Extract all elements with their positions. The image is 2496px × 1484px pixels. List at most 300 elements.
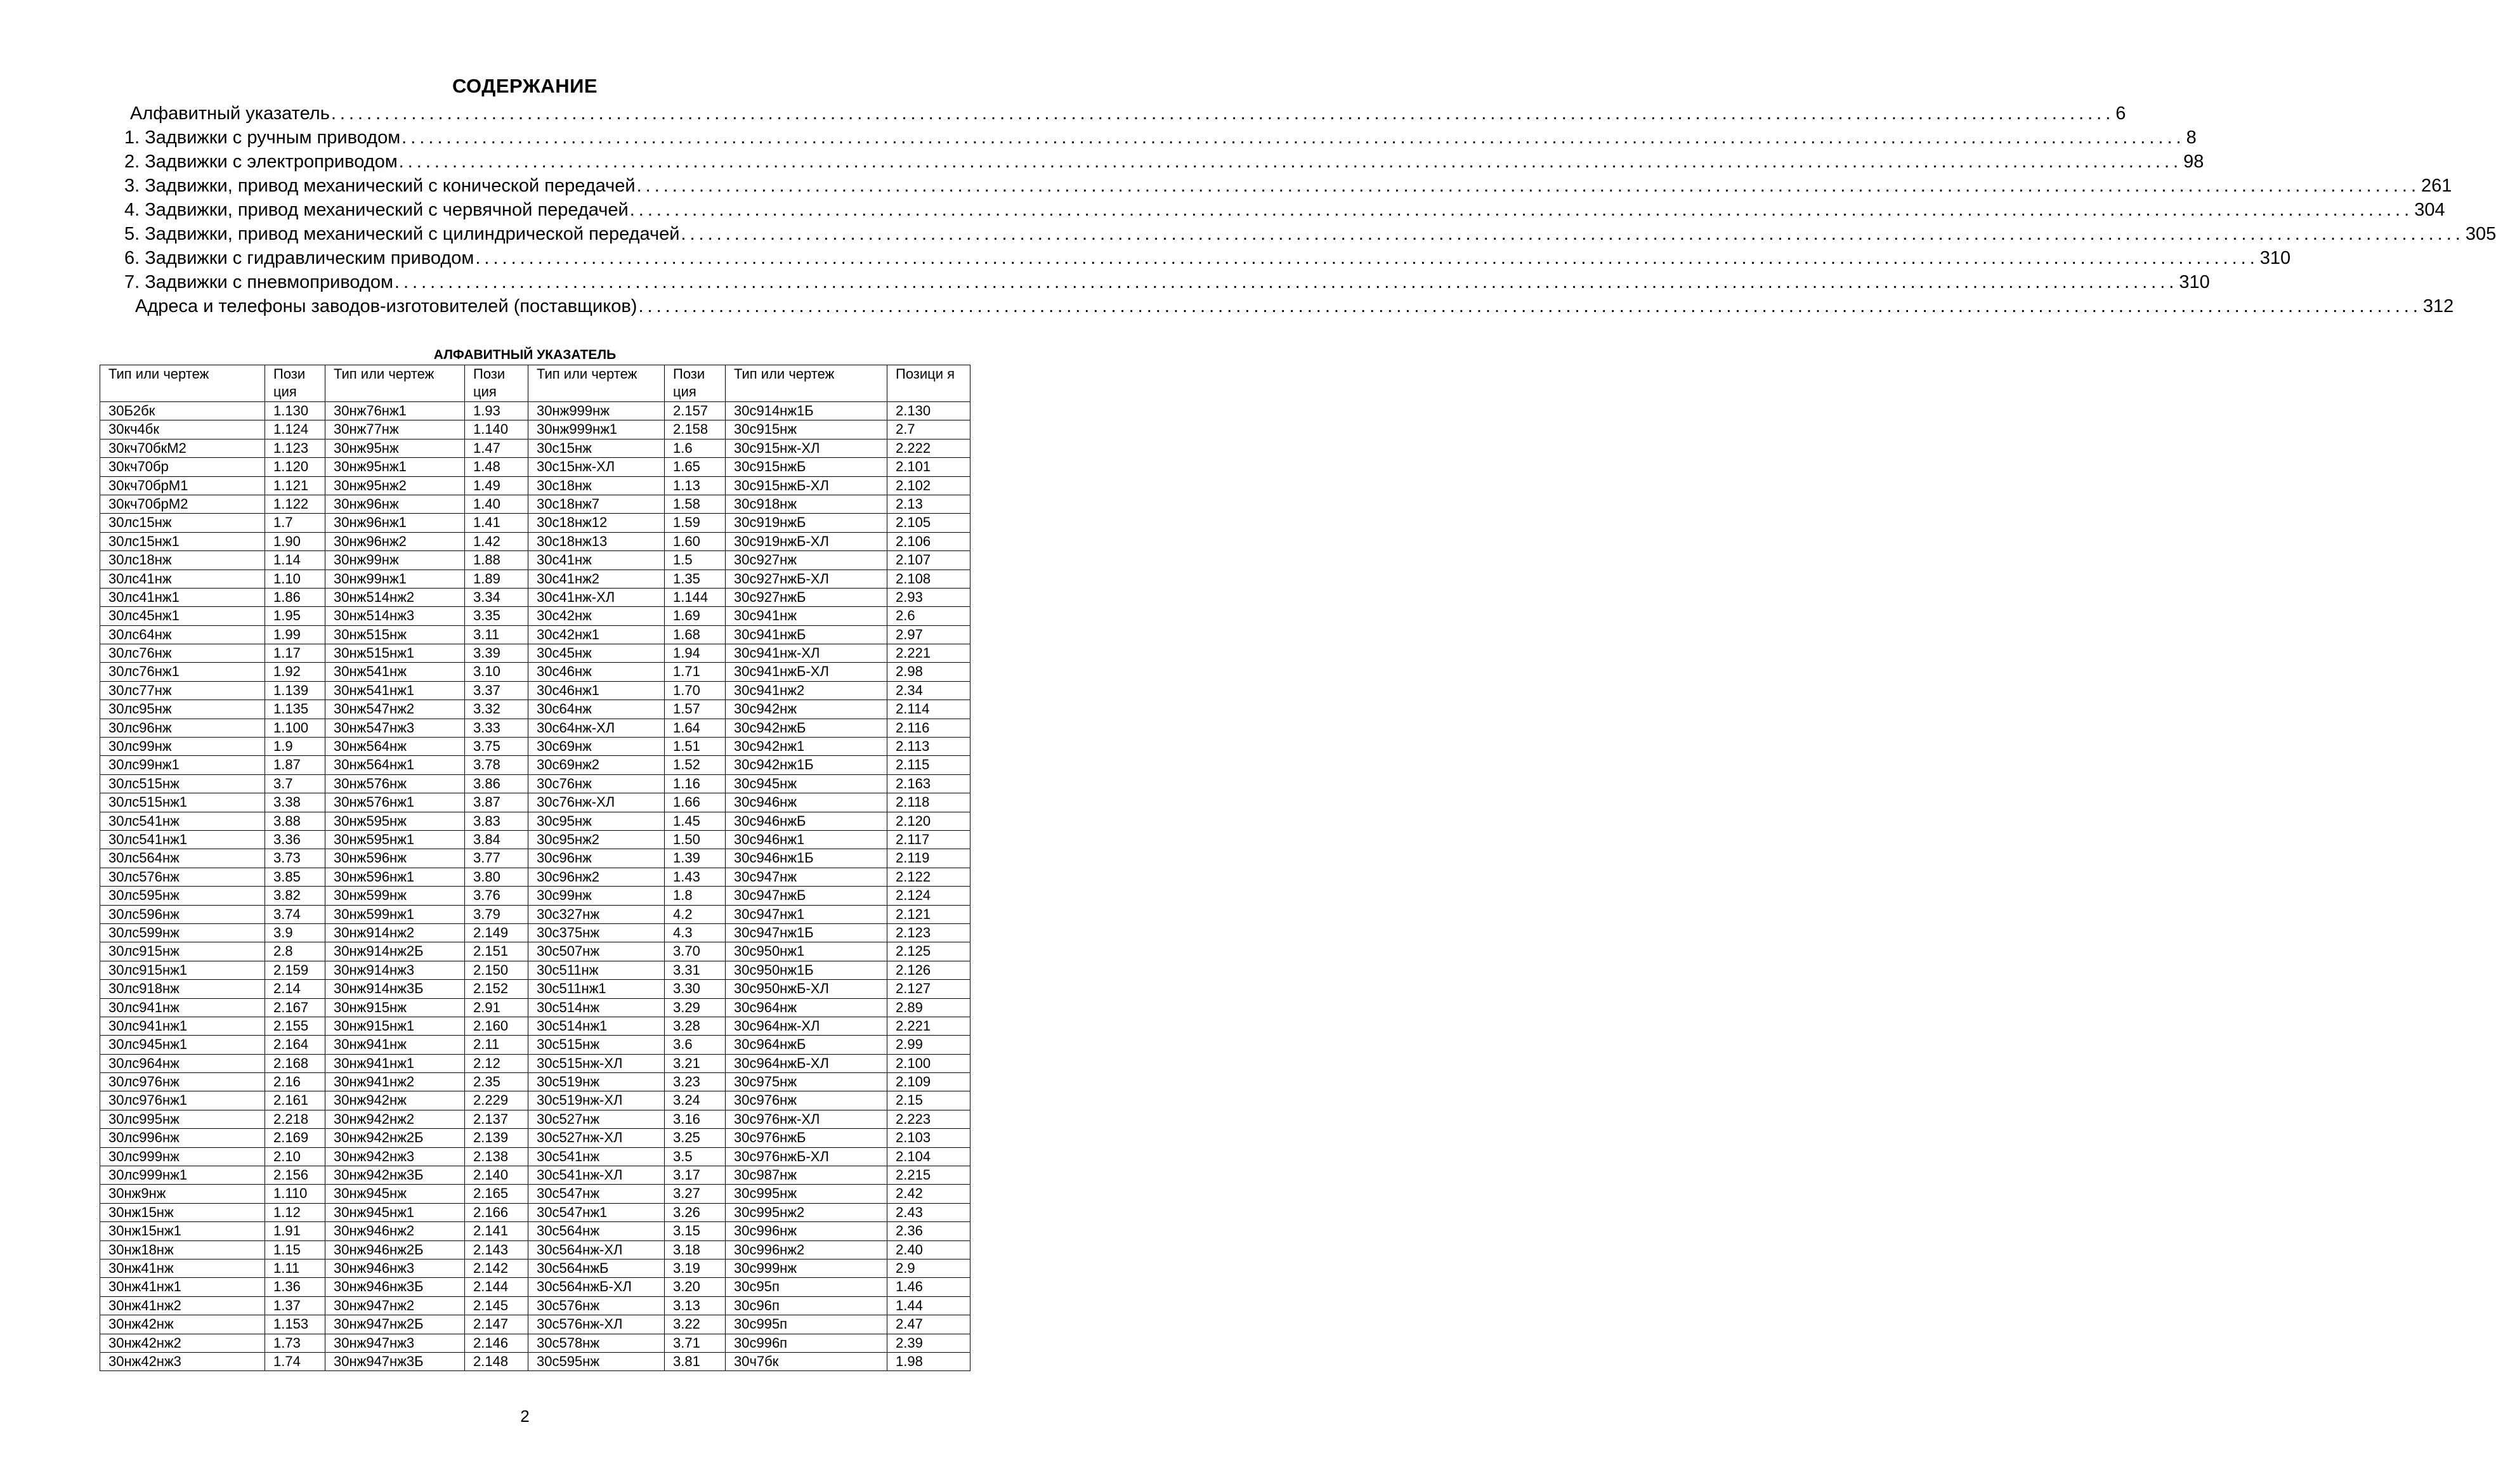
type-cell: 30нж42нж <box>100 1315 265 1334</box>
type-cell: 30с41нж <box>528 551 665 570</box>
type-cell: 30нж95нж <box>325 439 465 457</box>
type-cell: 30нж942нж3 <box>325 1147 465 1166</box>
type-cell: 30нж96нж1 <box>325 514 465 532</box>
type-cell: 30с564нж-ХЛ <box>528 1240 665 1259</box>
table-row <box>100 719 970 737</box>
type-cell: 30с927нжБ-ХЛ <box>726 570 887 588</box>
type-cell: 30нж15нж1 <box>100 1222 265 1240</box>
toc-entry-label: 6. Задвижки с гидравлическим приводом <box>124 248 474 268</box>
position-cell: 2.126 <box>887 961 970 979</box>
table-row <box>100 1166 970 1185</box>
type-cell: 30с42нж1 <box>528 625 665 644</box>
toc-entry-page: 310 <box>2179 272 2210 292</box>
type-cell: 30нж914нж3Б <box>325 980 465 998</box>
position-cell: 1.94 <box>665 644 726 663</box>
page-title: СОДЕРЖАНИЕ <box>452 75 598 97</box>
type-cell: 30нж41нж <box>100 1259 265 1277</box>
table-row <box>100 980 970 998</box>
type-cell: 30кч70брМ2 <box>100 495 265 513</box>
type-cell: 30лс976нж <box>100 1073 265 1091</box>
position-cell: 2.104 <box>887 1147 970 1166</box>
position-cell: 1.99 <box>265 625 325 644</box>
position-cell: 3.16 <box>665 1110 726 1128</box>
position-cell: 1.144 <box>665 588 726 606</box>
type-cell: 30лс15нж <box>100 514 265 532</box>
position-cell: 2.98 <box>887 663 970 681</box>
position-cell: 2.137 <box>465 1110 528 1128</box>
table-row <box>100 1091 970 1110</box>
position-cell: 2.149 <box>465 923 528 942</box>
position-cell: 1.50 <box>665 830 726 849</box>
position-cell: 1.135 <box>265 700 325 719</box>
type-cell: 30с541нж-ХЛ <box>528 1166 665 1185</box>
type-cell: 30с41нж2 <box>528 570 665 588</box>
position-cell: 1.58 <box>665 495 726 513</box>
type-cell: 30с541нж <box>528 1147 665 1166</box>
position-cell: 1.91 <box>265 1222 325 1240</box>
table-row <box>100 998 970 1017</box>
type-cell: 30лс995нж <box>100 1110 265 1128</box>
position-cell: 2.161 <box>265 1091 325 1110</box>
type-cell: 30лс541нж1 <box>100 830 265 849</box>
type-cell: 30с95п <box>726 1278 887 1296</box>
table-row <box>100 700 970 719</box>
position-cell: 2.8 <box>265 942 325 961</box>
position-cell: 2.11 <box>465 1036 528 1054</box>
type-cell: 30с996нж <box>726 1222 887 1240</box>
type-cell: 30с946нж1Б <box>726 849 887 868</box>
position-cell: 2.34 <box>887 681 970 700</box>
table-row <box>100 681 970 700</box>
type-cell: 30нж941нж2 <box>325 1073 465 1091</box>
type-cell: 30с46нж1 <box>528 681 665 700</box>
position-cell: 1.86 <box>265 588 325 606</box>
position-cell: 3.15 <box>665 1222 726 1240</box>
type-cell: 30нж576нж <box>325 774 465 793</box>
table-row <box>100 1296 970 1315</box>
column-header-type: Тип или чертеж <box>528 365 665 402</box>
position-cell: 2.121 <box>887 905 970 923</box>
type-cell: 30с514нж <box>528 998 665 1017</box>
table-row <box>100 1054 970 1072</box>
position-cell: 3.73 <box>265 849 325 868</box>
table-row <box>100 625 970 644</box>
type-cell: 30с64нж-ХЛ <box>528 719 665 737</box>
position-cell: 2.147 <box>465 1315 528 1334</box>
type-cell: 30лс76нж1 <box>100 663 265 681</box>
type-cell: 30нж945нж <box>325 1185 465 1203</box>
position-cell: 2.14 <box>265 980 325 998</box>
table-row <box>100 1017 970 1035</box>
type-cell: 30лс915нж <box>100 942 265 961</box>
position-cell: 3.80 <box>465 868 528 886</box>
position-cell: 1.120 <box>265 458 325 476</box>
position-cell: 2.223 <box>887 1110 970 1128</box>
toc-leader-dots: ........................................................................................................................................................................................................ <box>681 224 2464 244</box>
type-cell: 30с18нж7 <box>528 495 665 513</box>
type-cell: 30нж947нж3Б <box>325 1352 465 1370</box>
position-cell: 2.146 <box>465 1334 528 1352</box>
type-cell: 30лс999нж1 <box>100 1166 265 1185</box>
column-header-type: Тип или чертеж <box>325 365 465 402</box>
type-cell: 30нж942нж <box>325 1091 465 1110</box>
column-header-position: Пози ция <box>665 365 726 402</box>
table-row <box>100 476 970 495</box>
position-cell: 1.12 <box>265 1203 325 1221</box>
table-row <box>100 738 970 756</box>
table-row <box>100 1334 970 1352</box>
position-cell: 2.113 <box>887 738 970 756</box>
type-cell: 30нж947нж2 <box>325 1296 465 1315</box>
type-cell: 30с942нж1Б <box>726 756 887 774</box>
position-cell: 1.49 <box>465 476 528 495</box>
position-cell: 2.16 <box>265 1073 325 1091</box>
type-cell: 30нж564нж1 <box>325 756 465 774</box>
type-cell: 30с527нж-ХЛ <box>528 1129 665 1147</box>
type-cell: 30с15нж <box>528 439 665 457</box>
position-cell: 1.47 <box>465 439 528 457</box>
position-cell: 3.9 <box>265 923 325 942</box>
toc-leader-dots: ........................................................................................................................................................................................................ <box>330 103 2115 124</box>
position-cell: 2.10 <box>265 1147 325 1166</box>
table-row <box>100 1240 970 1259</box>
type-cell: 30с964нжБ <box>726 1036 887 1054</box>
type-cell: 30с327нж <box>528 905 665 923</box>
toc-leader-dots: ........................................................................................................................................................................................................ <box>394 272 2178 292</box>
type-cell: 30с99нж <box>528 887 665 905</box>
position-cell: 3.5 <box>665 1147 726 1166</box>
type-cell: 30с18нж <box>528 476 665 495</box>
position-cell: 2.142 <box>465 1259 528 1277</box>
position-cell: 2.124 <box>887 887 970 905</box>
position-cell: 1.71 <box>665 663 726 681</box>
type-cell: 30с927нж <box>726 551 887 570</box>
position-cell: 2.152 <box>465 980 528 998</box>
type-cell: 30нж946нж3 <box>325 1259 465 1277</box>
type-cell: 30с946нж <box>726 793 887 812</box>
toc-entry-page: 305 <box>2465 224 2496 244</box>
type-cell: 30с511нж1 <box>528 980 665 998</box>
type-cell: 30с915нжБ <box>726 458 887 476</box>
position-cell: 2.39 <box>887 1334 970 1352</box>
type-cell: 30с576нж <box>528 1296 665 1315</box>
position-cell: 2.141 <box>465 1222 528 1240</box>
position-cell: 2.13 <box>887 495 970 513</box>
position-cell: 2.165 <box>465 1185 528 1203</box>
toc-entry <box>130 101 2126 126</box>
position-cell: 1.93 <box>465 402 528 420</box>
column-header-position: Позици я <box>887 365 970 402</box>
column-header-type: Тип или чертеж <box>726 365 887 402</box>
position-cell: 1.59 <box>665 514 726 532</box>
type-cell: 30нж77нж <box>325 420 465 439</box>
type-cell: 30лс96нж <box>100 719 265 737</box>
position-cell: 2.9 <box>887 1259 970 1277</box>
type-cell: 30лс95нж <box>100 700 265 719</box>
type-cell: 30с18нж13 <box>528 532 665 550</box>
toc-entry <box>124 246 2291 270</box>
position-cell: 2.35 <box>465 1073 528 1091</box>
type-cell: 30лс945нж1 <box>100 1036 265 1054</box>
position-cell: 3.36 <box>265 830 325 849</box>
table-row <box>100 420 970 439</box>
type-cell: 30с941нж <box>726 607 887 625</box>
position-cell: 3.27 <box>665 1185 726 1203</box>
position-cell: 1.68 <box>665 625 726 644</box>
type-cell: 30нж576нж1 <box>325 793 465 812</box>
type-cell: 30с976нж-ХЛ <box>726 1110 887 1128</box>
position-cell: 3.82 <box>265 887 325 905</box>
type-cell: 30с942нж <box>726 700 887 719</box>
position-cell: 1.7 <box>265 514 325 532</box>
position-cell: 3.79 <box>465 905 528 923</box>
toc-entry <box>124 222 2496 246</box>
type-cell: 30с995п <box>726 1315 887 1334</box>
type-cell: 30с947нж1Б <box>726 923 887 942</box>
table-row <box>100 663 970 681</box>
position-cell: 1.121 <box>265 476 325 495</box>
toc-leader-dots: ........................................................................................................................................................................................................ <box>636 176 2421 196</box>
table-row <box>100 1185 970 1203</box>
position-cell: 3.6 <box>665 1036 726 1054</box>
position-cell: 1.60 <box>665 532 726 550</box>
position-cell: 2.102 <box>887 476 970 495</box>
position-cell: 2.116 <box>887 719 970 737</box>
type-cell: 30нж947нж3 <box>325 1334 465 1352</box>
type-cell: 30нж541нж <box>325 663 465 681</box>
position-cell: 3.30 <box>665 980 726 998</box>
position-cell: 2.89 <box>887 998 970 1017</box>
table-header-row <box>100 365 970 402</box>
position-cell: 1.44 <box>887 1296 970 1315</box>
type-cell: 30нж942нж3Б <box>325 1166 465 1185</box>
position-cell: 3.81 <box>665 1352 726 1370</box>
position-cell: 2.166 <box>465 1203 528 1221</box>
toc-entry-label: Адреса и телефоны заводов-изготовителей (поставщиков) <box>135 296 637 316</box>
column-header-position: Пози ция <box>265 365 325 402</box>
position-cell: 1.140 <box>465 420 528 439</box>
type-cell: 30кч4бк <box>100 420 265 439</box>
position-cell: 2.47 <box>887 1315 970 1334</box>
toc-entry-page: 8 <box>2186 127 2197 148</box>
type-cell: 30с964нж-ХЛ <box>726 1017 887 1035</box>
position-cell: 2.229 <box>465 1091 528 1110</box>
position-cell: 3.85 <box>265 868 325 886</box>
position-cell: 1.36 <box>265 1278 325 1296</box>
type-cell: 30с96нж2 <box>528 868 665 886</box>
table-row <box>100 923 970 942</box>
table-row <box>100 1278 970 1296</box>
type-cell: 30лс564нж <box>100 849 265 868</box>
position-cell: 3.75 <box>465 738 528 756</box>
type-cell: 30нж914нж2 <box>325 923 465 942</box>
position-cell: 1.130 <box>265 402 325 420</box>
position-cell: 1.8 <box>665 887 726 905</box>
toc-entry-label: 7. Задвижки с пневмоприводом <box>124 272 393 292</box>
position-cell: 1.153 <box>265 1315 325 1334</box>
table-row <box>100 774 970 793</box>
type-cell: 30с69нж2 <box>528 756 665 774</box>
type-cell: 30нж76нж1 <box>325 402 465 420</box>
position-cell: 2.12 <box>465 1054 528 1072</box>
table-row <box>100 961 970 979</box>
position-cell: 2.114 <box>887 700 970 719</box>
position-cell: 3.23 <box>665 1073 726 1091</box>
type-cell: 30нж96нж2 <box>325 532 465 550</box>
position-cell: 2.109 <box>887 1073 970 1091</box>
position-cell: 2.6 <box>887 607 970 625</box>
position-cell: 2.118 <box>887 793 970 812</box>
position-cell: 1.95 <box>265 607 325 625</box>
type-cell: 30с578нж <box>528 1334 665 1352</box>
type-cell: 30с15нж-ХЛ <box>528 458 665 476</box>
type-cell: 30нж99нж <box>325 551 465 570</box>
type-cell: 30с976нжБ-ХЛ <box>726 1147 887 1166</box>
position-cell: 3.13 <box>665 1296 726 1315</box>
type-cell: 30с942нжБ <box>726 719 887 737</box>
type-cell: 30с927нжБ <box>726 588 887 606</box>
position-cell: 2.106 <box>887 532 970 550</box>
position-cell: 1.46 <box>887 1278 970 1296</box>
position-cell: 1.48 <box>465 458 528 476</box>
type-cell: 30с76нж-ХЛ <box>528 793 665 812</box>
toc-leader-dots: ........................................................................................................................................................................................................ <box>475 248 2259 268</box>
position-cell: 3.78 <box>465 756 528 774</box>
position-cell: 1.40 <box>465 495 528 513</box>
position-cell: 2.222 <box>887 439 970 457</box>
toc-entry-label: 4. Задвижки, привод механический с червячной передачей <box>124 200 629 220</box>
type-cell: 30с915нж <box>726 420 887 439</box>
position-cell: 3.31 <box>665 961 726 979</box>
type-cell: 30нж15нж <box>100 1203 265 1221</box>
table-row <box>100 756 970 774</box>
position-cell: 1.98 <box>887 1352 970 1370</box>
type-cell: 30с915нжБ-ХЛ <box>726 476 887 495</box>
position-cell: 2.140 <box>465 1166 528 1185</box>
type-cell: 30нж915нж <box>325 998 465 1017</box>
position-cell: 3.83 <box>465 812 528 830</box>
position-cell: 1.42 <box>465 532 528 550</box>
position-cell: 3.39 <box>465 644 528 663</box>
position-cell: 1.74 <box>265 1352 325 1370</box>
position-cell: 3.11 <box>465 625 528 644</box>
type-cell: 30с547нж <box>528 1185 665 1203</box>
type-cell: 30нж999нж <box>528 402 665 420</box>
position-cell: 1.52 <box>665 756 726 774</box>
type-cell: 30нж999нж1 <box>528 420 665 439</box>
position-cell: 3.26 <box>665 1203 726 1221</box>
position-cell: 2.100 <box>887 1054 970 1072</box>
type-cell: 30лс77нж <box>100 681 265 700</box>
position-cell: 1.14 <box>265 551 325 570</box>
position-cell: 1.51 <box>665 738 726 756</box>
toc-entry-page: 261 <box>2421 176 2452 196</box>
position-cell: 2.108 <box>887 570 970 588</box>
type-cell: 30с950нж1 <box>726 942 887 961</box>
type-cell: 30кч70бр <box>100 458 265 476</box>
type-cell: 30с527нж <box>528 1110 665 1128</box>
position-cell: 2.221 <box>887 644 970 663</box>
position-cell: 3.38 <box>265 793 325 812</box>
position-cell: 3.10 <box>465 663 528 681</box>
type-cell: 30нж42нж2 <box>100 1334 265 1352</box>
position-cell: 4.2 <box>665 905 726 923</box>
position-cell: 2.221 <box>887 1017 970 1035</box>
type-cell: 30с914нж1Б <box>726 402 887 420</box>
type-cell: 30нж599нж <box>325 887 465 905</box>
position-cell: 2.115 <box>887 756 970 774</box>
position-cell: 2.97 <box>887 625 970 644</box>
position-cell: 2.150 <box>465 961 528 979</box>
position-cell: 2.91 <box>465 998 528 1017</box>
table-row <box>100 812 970 830</box>
position-cell: 2.105 <box>887 514 970 532</box>
type-cell: 30с999нж <box>726 1259 887 1277</box>
type-cell: 30Б2бк <box>100 402 265 420</box>
position-cell: 3.29 <box>665 998 726 1017</box>
table-row <box>100 644 970 663</box>
type-cell: 30лс64нж <box>100 625 265 644</box>
type-cell: 30с96нж <box>528 849 665 868</box>
toc-entry-label: 2. Задвижки с электроприводом <box>124 152 398 172</box>
type-cell: 30с996нж2 <box>726 1240 887 1259</box>
table-row <box>100 868 970 886</box>
alphabetical-index-table <box>100 365 970 1371</box>
position-cell: 1.16 <box>665 774 726 793</box>
table-row <box>100 458 970 476</box>
position-cell: 2.215 <box>887 1166 970 1185</box>
type-cell: 30с947нжБ <box>726 887 887 905</box>
type-cell: 30нж541нж1 <box>325 681 465 700</box>
type-cell: 30с946нж1 <box>726 830 887 849</box>
position-cell: 1.39 <box>665 849 726 868</box>
type-cell: 30лс41нж <box>100 570 265 588</box>
type-cell: 30лс45нж1 <box>100 607 265 625</box>
position-cell: 2.101 <box>887 458 970 476</box>
table-row <box>100 607 970 625</box>
table-row <box>100 1147 970 1166</box>
position-cell: 1.41 <box>465 514 528 532</box>
type-cell: 30лс576нж <box>100 868 265 886</box>
type-cell: 30с64нж <box>528 700 665 719</box>
type-cell: 30нж564нж <box>325 738 465 756</box>
table-row <box>100 1073 970 1091</box>
type-cell: 30с375нж <box>528 923 665 942</box>
position-cell: 3.88 <box>265 812 325 830</box>
position-cell: 1.124 <box>265 420 325 439</box>
type-cell: 30с511нж <box>528 961 665 979</box>
toc-entry <box>124 174 2452 198</box>
position-cell: 2.127 <box>887 980 970 998</box>
position-cell: 2.119 <box>887 849 970 868</box>
toc-entry-page: 310 <box>2259 248 2291 268</box>
type-cell: 30лс515нж <box>100 774 265 793</box>
position-cell: 2.122 <box>887 868 970 886</box>
table-row <box>100 849 970 868</box>
toc-entry <box>124 198 2445 222</box>
type-cell: 30с995нж2 <box>726 1203 887 1221</box>
type-cell: 30с915нж-ХЛ <box>726 439 887 457</box>
type-cell: 30с941нж-ХЛ <box>726 644 887 663</box>
position-cell: 1.43 <box>665 868 726 886</box>
type-cell: 30нж596нж1 <box>325 868 465 886</box>
type-cell: 30ч7бк <box>726 1352 887 1370</box>
position-cell: 1.37 <box>265 1296 325 1315</box>
type-cell: 30нж946нж2Б <box>325 1240 465 1259</box>
position-cell: 2.125 <box>887 942 970 961</box>
type-cell: 30лс941нж <box>100 998 265 1017</box>
toc-entry <box>124 150 2204 174</box>
